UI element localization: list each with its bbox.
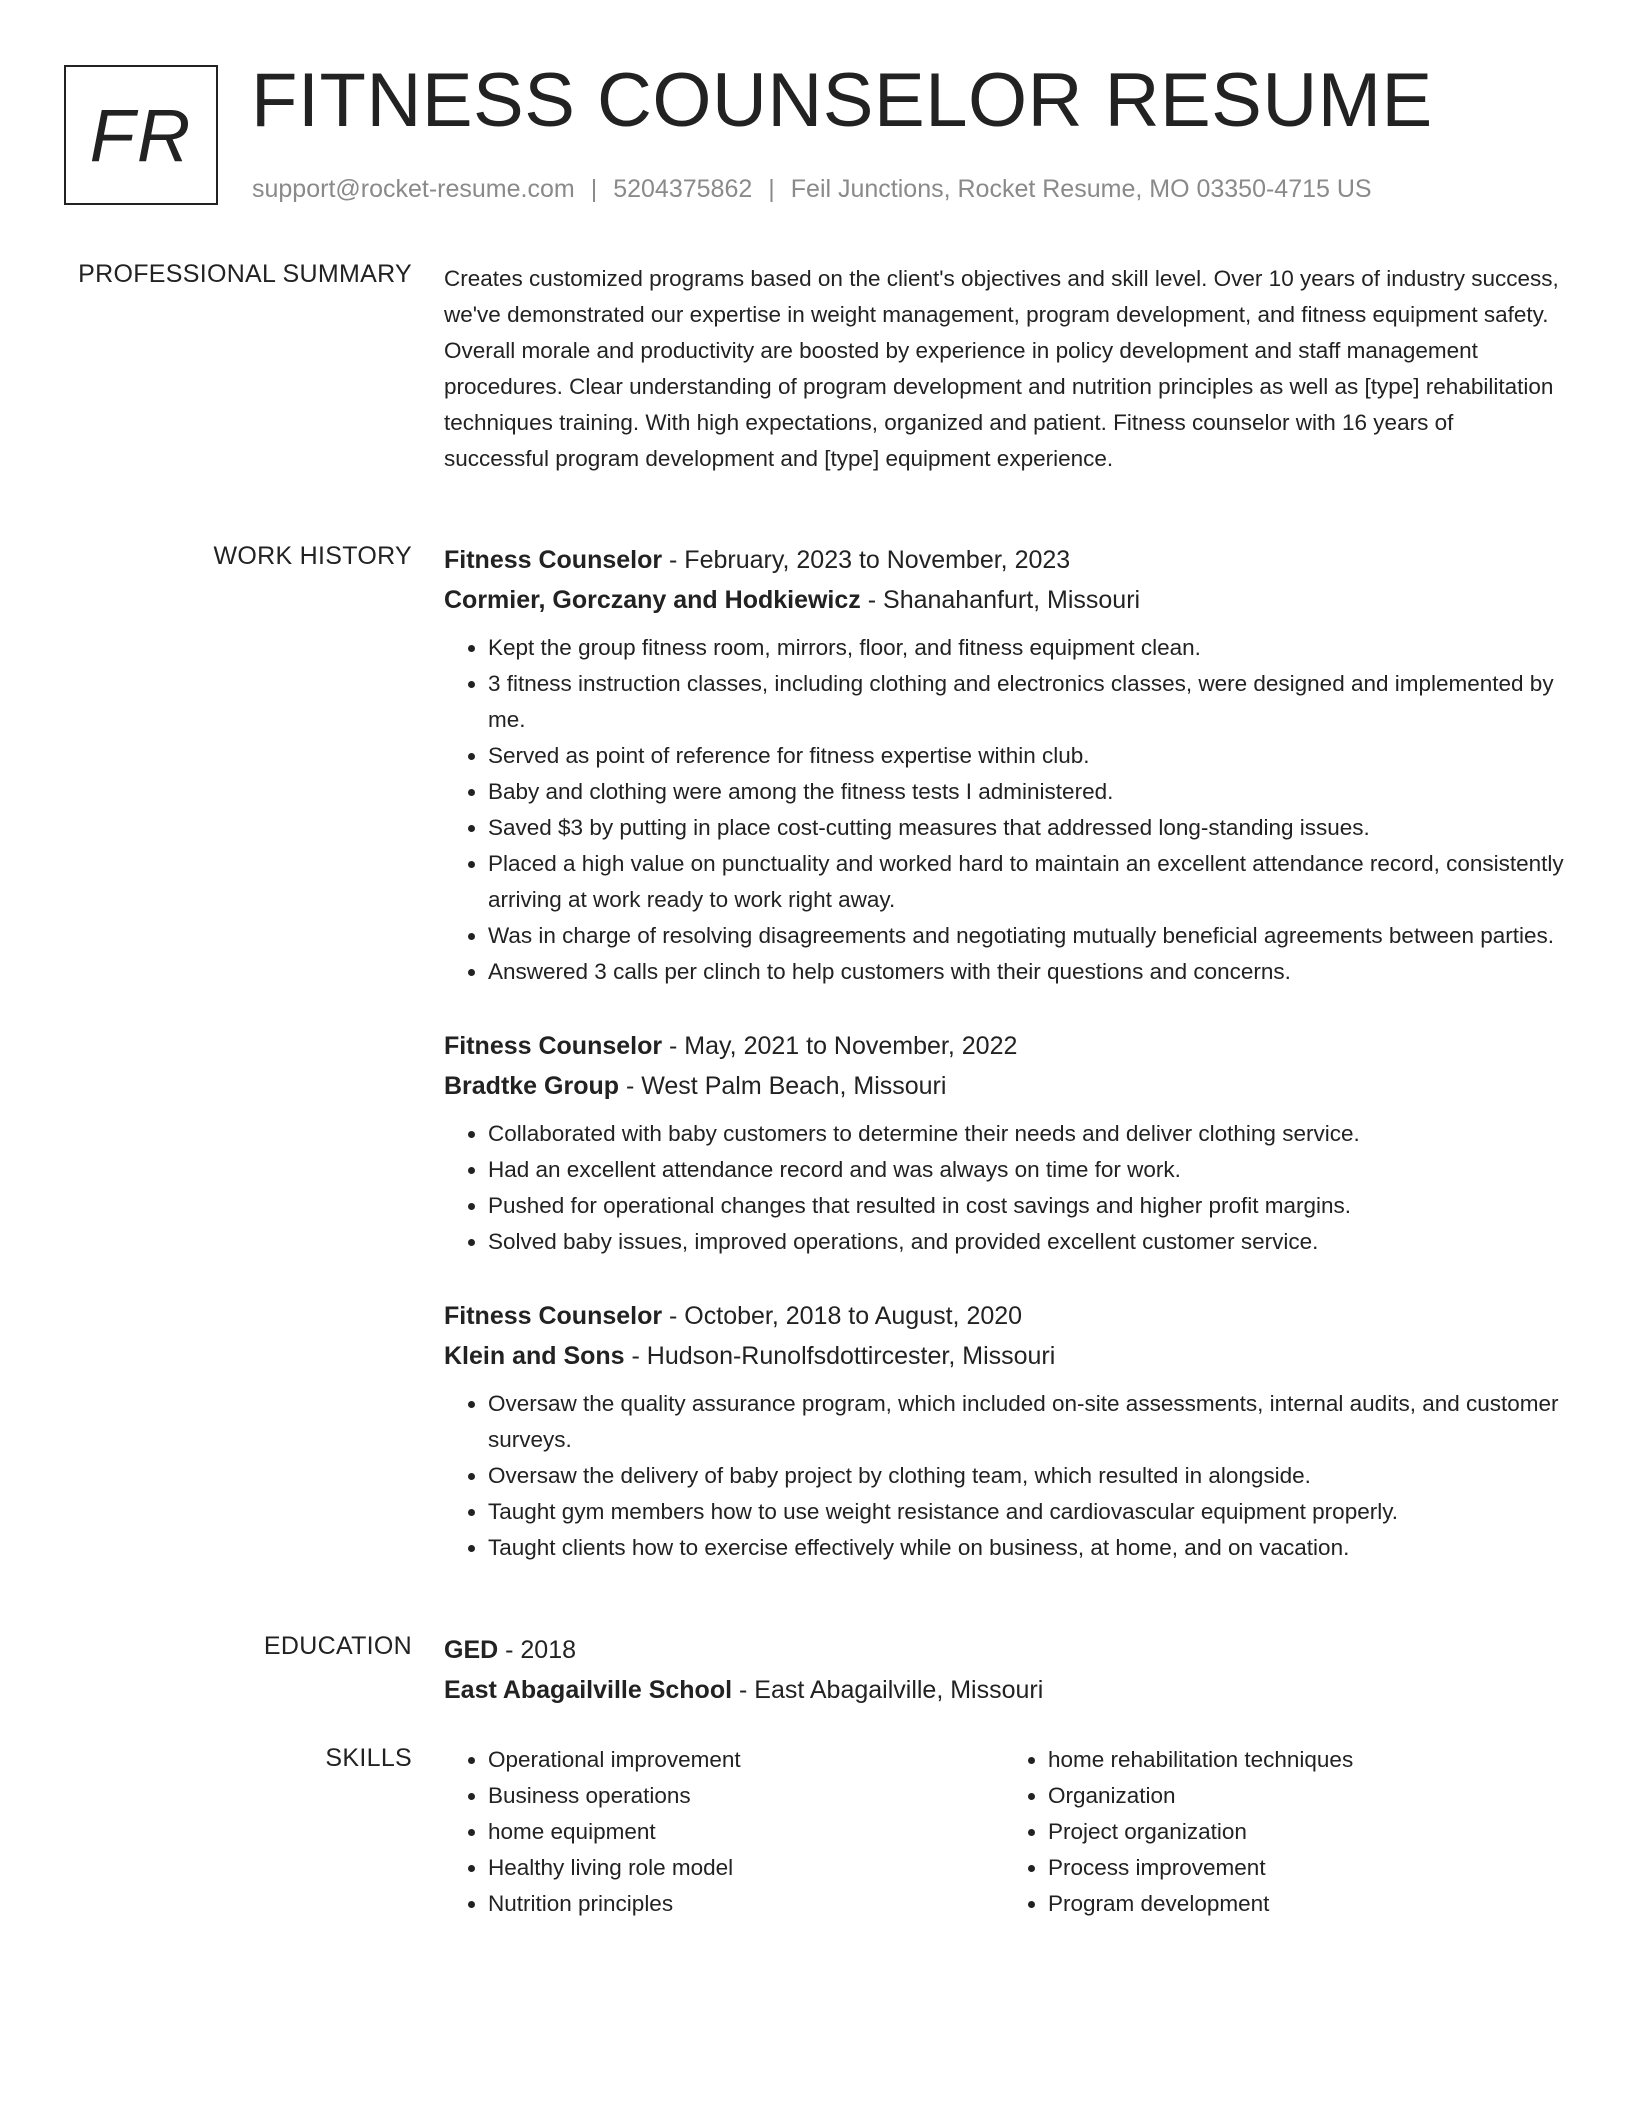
job-entry [444, 1026, 1564, 1260]
list-item: • Answered 3 calls per clinch to help customers with their questions and concerns. [488, 954, 1564, 990]
contact-separator: | [768, 175, 775, 203]
summary-body [444, 261, 1564, 477]
list-item: • Pushed for operational changes that resulted in cost savings and higher profit margins. [488, 1188, 1564, 1224]
skills-columns [444, 1742, 1564, 1922]
job-bullets [444, 1386, 1564, 1566]
list-item: • Oversaw the quality assurance program, which included on-site assessments, internal audits, and customer surveys. [488, 1386, 1564, 1458]
job-location: - Hudson-Runolfsdottircester, Missouri [624, 1342, 1056, 1370]
list-item: • Kept the group fitness room, mirrors, floor, and fitness equipment clean. [488, 630, 1564, 666]
job-title-line [444, 1296, 1564, 1336]
job-company-line [444, 1336, 1564, 1376]
list-item: • Healthy living role model [488, 1850, 1004, 1886]
education-school-line [444, 1670, 1564, 1710]
section-label: WORK HISTORY [213, 542, 412, 570]
list-item: • Served as point of reference for fitness expertise within club. [488, 738, 1564, 774]
job-dates: - February, 2023 to November, 2023 [662, 546, 1071, 574]
resume-header [64, 58, 1564, 210]
job-entry [444, 540, 1564, 990]
list-item: • Program development [1048, 1886, 1564, 1922]
education-degree-line [444, 1630, 1564, 1670]
page-title: FITNESS COUNSELOR RESUME [251, 58, 1433, 143]
list-item: • Saved $3 by putting in place cost-cutting measures that addressed long-standing issues. [488, 810, 1564, 846]
list-item: • Process improvement [1048, 1850, 1564, 1886]
job-location: - West Palm Beach, Missouri [619, 1072, 947, 1100]
list-item: • Collaborated with baby customers to determine their needs and deliver clothing service. [488, 1116, 1564, 1152]
education-body [444, 1630, 1564, 1710]
education-degree: GED [444, 1636, 499, 1664]
list-item: • Had an excellent attendance record and was always on time for work. [488, 1152, 1564, 1188]
list-item: • Operational improvement [488, 1742, 1004, 1778]
list-item: • Placed a high value on punctuality and worked hard to maintain an excellent attendance record, consistently arriving at work ready to work right away. [488, 846, 1564, 918]
job-company: Klein and Sons [444, 1342, 625, 1370]
contact-line [252, 175, 1372, 204]
contact-email: support@rocket-resume.com [252, 175, 575, 203]
job-dates: - October, 2018 to August, 2020 [662, 1302, 1023, 1330]
job-bullets [444, 1116, 1564, 1260]
job-title: Fitness Counselor [444, 1032, 663, 1060]
monogram-logo: FR [64, 65, 218, 205]
work-history-body [444, 540, 1564, 1602]
list-item: • Baby and clothing were among the fitness tests I administered. [488, 774, 1564, 810]
list-item: • Taught gym members how to use weight resistance and cardiovascular equipment properly. [488, 1494, 1564, 1530]
list-item: • Was in charge of resolving disagreements and negotiating mutually beneficial agreements between parties. [488, 918, 1564, 954]
job-title-line [444, 540, 1564, 580]
list-item: • Nutrition principles [488, 1886, 1004, 1922]
education-school: East Abagailville School [444, 1676, 733, 1704]
list-item: • Business operations [488, 1778, 1004, 1814]
education-year: - 2018 [498, 1636, 577, 1664]
job-title: Fitness Counselor [444, 546, 663, 574]
job-title-line [444, 1026, 1564, 1066]
list-item: • Project organization [1048, 1814, 1564, 1850]
list-item: • home equipment [488, 1814, 1004, 1850]
job-company-line [444, 580, 1564, 620]
section-label: PROFESSIONAL SUMMARY [78, 260, 412, 288]
list-item: • Taught clients how to exercise effectively while on business, at home, and on vacation. [488, 1530, 1564, 1566]
education-location: - East Abagailville, Missouri [732, 1676, 1044, 1704]
list-item: • 3 fitness instruction classes, including clothing and electronics classes, were designed and implemented by me. [488, 666, 1564, 738]
contact-separator: | [590, 175, 598, 203]
job-entry [444, 1296, 1564, 1566]
job-location: - Shanahanfurt, Missouri [860, 586, 1141, 614]
job-company-line [444, 1066, 1564, 1106]
summary-text: Creates customized programs based on the client's objectives and skill level. Over 10 years of industry success, we've demonstrated our expertise in weight management, program development, and fitness equipment safety. Overall morale and productivity are boosted by experience in policy development and staff management procedures. Clear understanding of program development and nutrition principles as well as [type] rehabilitation techniques training. With high expectations, organized and patient. Fitness counselor with 16 years of successful program development and [type] equipment experience. [444, 266, 1559, 471]
contact-phone: 5204375862 [613, 175, 753, 203]
list-item: • Solved baby issues, improved operations, and provided excellent customer service. [488, 1224, 1564, 1260]
job-bullets [444, 630, 1564, 990]
list-item: • home rehabilitation techniques [1048, 1742, 1564, 1778]
list-item: • Oversaw the delivery of baby project by clothing team, which resulted in alongside. [488, 1458, 1564, 1494]
section-label: EDUCATION [263, 1632, 412, 1660]
job-company: Bradtke Group [444, 1072, 620, 1100]
section-label: SKILLS [325, 1744, 412, 1772]
contact-address: Feil Junctions, Rocket Resume, MO 03350-4715 US [790, 175, 1372, 203]
job-company: Cormier, Gorczany and Hodkiewicz [444, 586, 861, 614]
job-title: Fitness Counselor [444, 1302, 663, 1330]
job-dates: - May, 2021 to November, 2022 [662, 1032, 1018, 1060]
skills-body [444, 1742, 1564, 1922]
list-item: • Organization [1048, 1778, 1564, 1814]
skills-list-right [1004, 1742, 1564, 1922]
skills-list-left [444, 1742, 1004, 1922]
